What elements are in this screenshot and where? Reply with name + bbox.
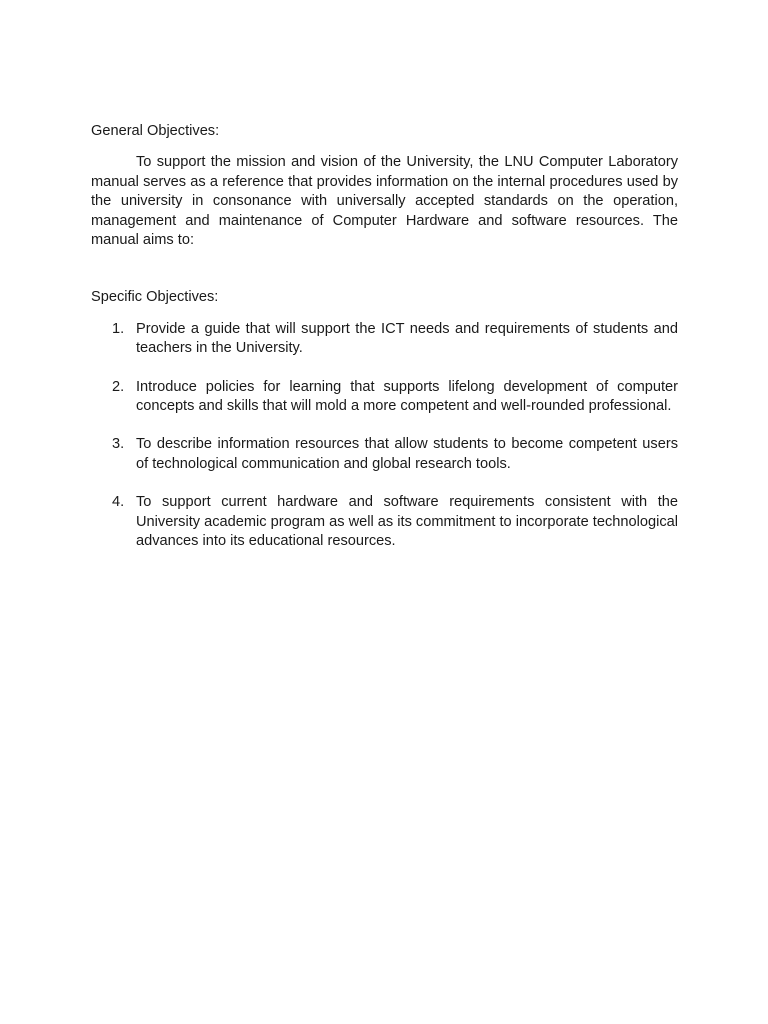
document-body [91,122,678,552]
objective-item-3 [91,435,678,474]
specific-objectives-list [91,320,678,552]
objective-item-4 [91,493,678,551]
objective-item-2 [91,378,678,417]
objective-text: Provide a guide that will support the ICT needs and requirements of students and teachers in the University. [136,320,678,357]
general-objectives-paragraph: To support the mission and vision of the University, the LNU Computer Laboratory manual serves as a reference that provides information on the internal procedures used by the university in consonance with universally accepted standards on the operation, management and maintenance of Computer Hardware and software resources. The manual aims to: [91,154,678,249]
objective-number: 1. [112,320,125,337]
objective-number: 2. [112,378,125,395]
objective-text: To describe information resources that allow students to become competent users of technological communication and global research tools. [136,436,678,472]
objective-text: Introduce policies for learning that supports lifelong development of computer concepts and skills that will mold a more competent and well-rounded professional. [136,378,678,415]
objective-item-1 [91,320,678,359]
specific-objectives-heading: Specific Objectives: [91,289,219,306]
general-objectives-heading: General Objectives: [91,123,220,139]
objective-text: To support current hardware and software requirements consistent with the University academic program as well as its commitment to incorporate technological advances into its educational resources. [136,494,678,550]
objective-number: 3. [112,436,125,453]
objective-number: 4. [112,494,125,511]
